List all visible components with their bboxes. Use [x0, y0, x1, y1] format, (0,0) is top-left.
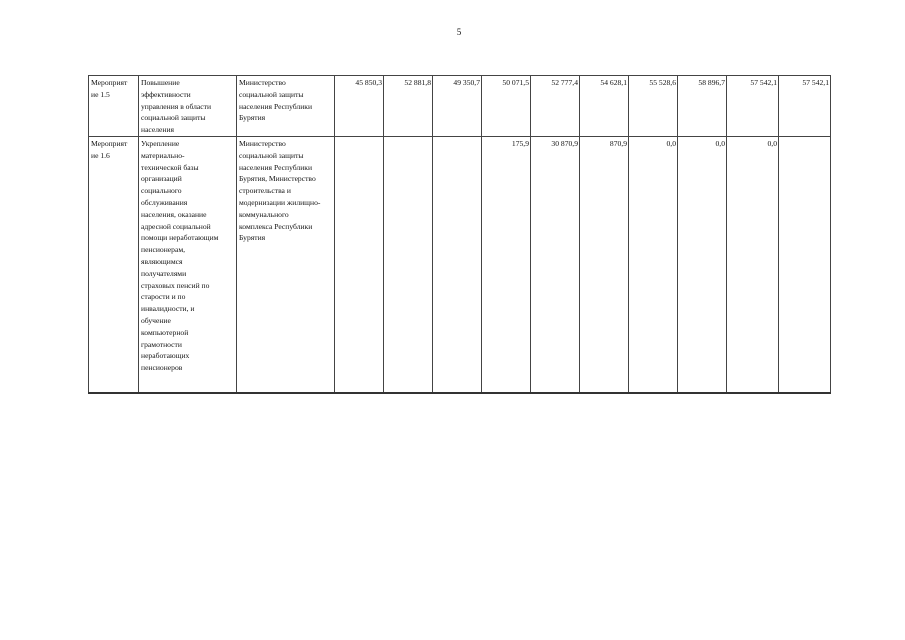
- value-cell: 52 881,8: [384, 76, 433, 137]
- value-cell: 52 777,4: [531, 76, 580, 137]
- table-row: [89, 76, 831, 137]
- value-cell: 0,0: [629, 136, 678, 393]
- value-cell: 54 628,1: [580, 76, 629, 137]
- table-row: [89, 136, 831, 393]
- page-number: 5: [456, 27, 462, 37]
- executor-cell: Министерство социальной защиты населения Республики Бурятия: [237, 76, 335, 137]
- value-cell: 49 350,7: [433, 76, 482, 137]
- budget-table: [88, 75, 831, 394]
- value-cell: 0,0: [727, 136, 779, 393]
- activity-name-cell: Укрепление материально- технической базы организаций социального обслуживания населения, оказание адресной социальной помощи неработающим пенсионерам, являющимся получателями страховых пенсий по старости и по инвалидности, и обучение компьютерной грамотности неработающих пенсионеров: [139, 136, 237, 393]
- value-cell: 870,9: [580, 136, 629, 393]
- value-cell: 58 896,7: [678, 76, 727, 137]
- executor-cell: Министерство социальной защиты населения Республики Бурятия, Министерство строительства и модернизации жилищно- коммунального комплекса Республики Бурятия: [237, 136, 335, 393]
- activity-code-cell: Мероприят ие 1.5: [89, 76, 139, 137]
- value-cell: 57 542,1: [779, 76, 831, 137]
- value-cell: 0,0: [678, 136, 727, 393]
- value-cell: [335, 136, 384, 393]
- value-cell: 30 870,9: [531, 136, 580, 393]
- activity-name-cell: Повышение эффективности управления в области социальной защиты населения: [139, 76, 237, 137]
- value-cell: [433, 136, 482, 393]
- value-cell: 45 850,3: [335, 76, 384, 137]
- value-cell: [779, 136, 831, 393]
- value-cell: 57 542,1: [727, 76, 779, 137]
- activity-code-cell: Мероприят ие 1.6: [89, 136, 139, 393]
- value-cell: 55 528,6: [629, 76, 678, 137]
- value-cell: 175,9: [482, 136, 531, 393]
- value-cell: 50 071,5: [482, 76, 531, 137]
- value-cell: [384, 136, 433, 393]
